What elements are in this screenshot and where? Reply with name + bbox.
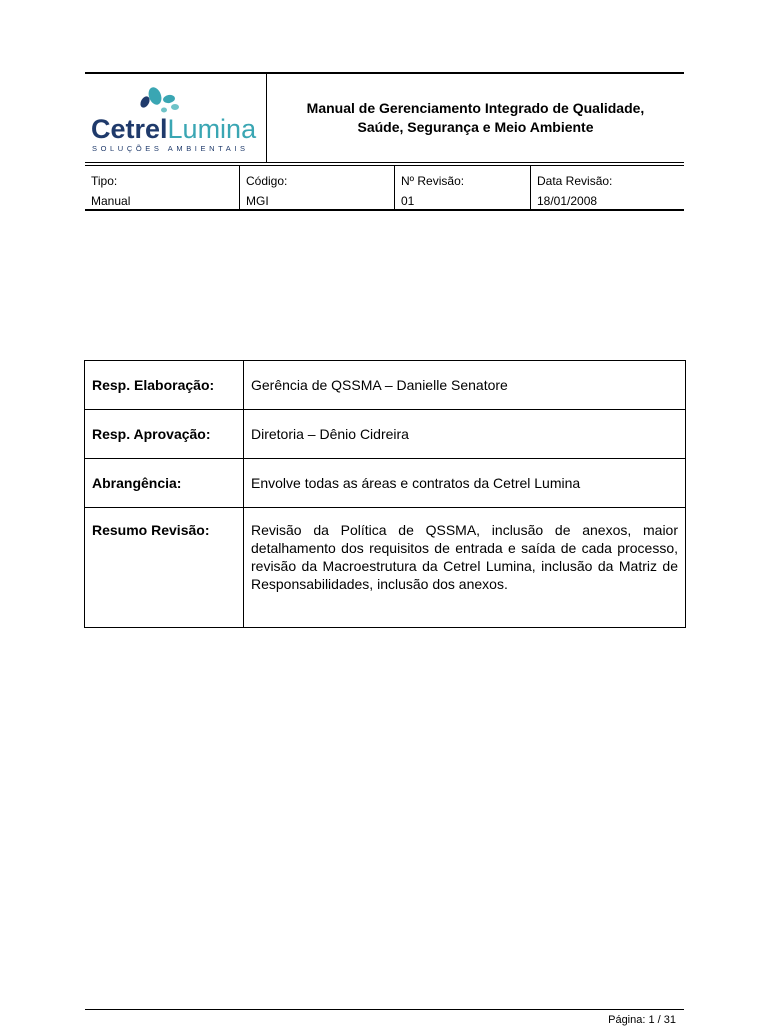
title-line-2: Saúde, Segurança e Meio Ambiente bbox=[357, 119, 594, 135]
cetrel-lumina-logo bbox=[85, 74, 266, 162]
logo-cell bbox=[85, 74, 267, 162]
title-line-1: Manual de Gerenciamento Integrado de Qualidade, bbox=[306, 100, 645, 116]
table-row bbox=[85, 361, 686, 410]
logo-wordmark: CetrelLumina bbox=[91, 114, 257, 144]
meta-tipo: Tipo: Manual bbox=[91, 174, 131, 208]
meta-revisao: Nº Revisão: 01 bbox=[394, 166, 530, 209]
logo-droplets-icon bbox=[139, 85, 179, 112]
metadata-row bbox=[85, 165, 684, 211]
row-label: Resp. Aprovação: bbox=[85, 410, 244, 459]
row-label: Resumo Revisão: bbox=[85, 508, 244, 628]
row-label: Abrangência: bbox=[85, 459, 244, 508]
row-label: Resp. Elaboração: bbox=[85, 361, 244, 410]
table-row bbox=[85, 508, 686, 628]
document-header bbox=[85, 72, 684, 211]
meta-codigo: Código: MGI bbox=[239, 166, 394, 209]
meta-data-revisao: Data Revisão: 18/01/2008 bbox=[530, 166, 684, 209]
row-value: Diretoria – Dênio Cidreira bbox=[244, 410, 686, 459]
responsibility-table bbox=[84, 360, 686, 628]
row-value: Revisão da Política de QSSMA, inclusão de anexos, maior detalhamento dos requisitos de entrada e saída de cada processo, revisão da Macroestrutura da Cetrel Lumina, inclusão da Matriz de Responsabilidades, inclusão dos anexos. bbox=[244, 508, 686, 628]
header-top-row bbox=[85, 74, 684, 163]
table-row bbox=[85, 410, 686, 459]
page-number: Página: 1 / 31 bbox=[608, 1014, 676, 1026]
document-title bbox=[267, 74, 684, 162]
logo-tagline: SOLUÇÕES AMBIENTAIS bbox=[92, 144, 249, 153]
row-value: Gerência de QSSMA – Danielle Senatore bbox=[244, 361, 686, 410]
row-value: Envolve todas as áreas e contratos da Cetrel Lumina bbox=[244, 459, 686, 508]
footer-divider bbox=[85, 1009, 684, 1010]
table-row bbox=[85, 459, 686, 508]
